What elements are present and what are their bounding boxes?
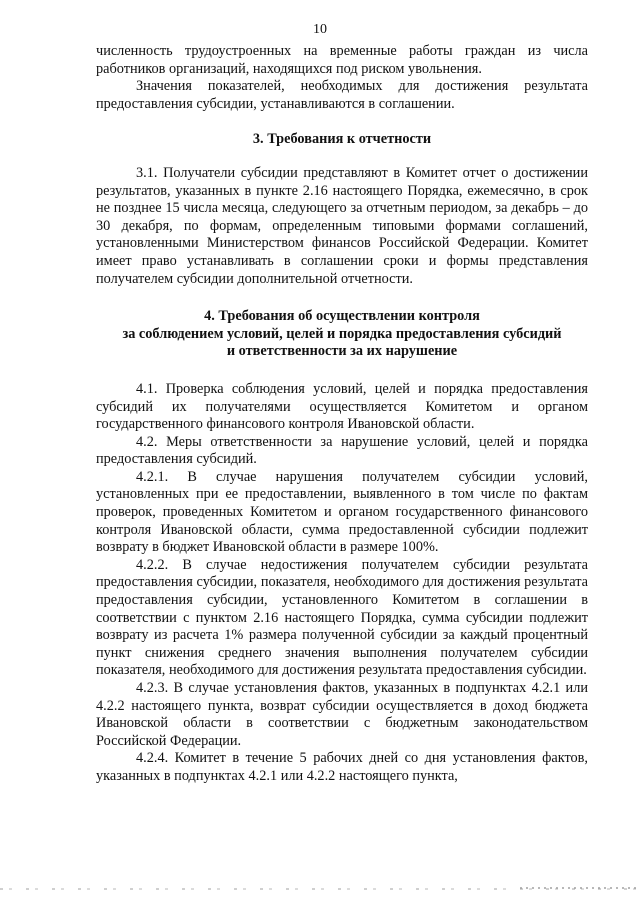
- paragraph-4-1: 4.1. Проверка соблюдения условий, целей и порядка предоставления субсидий их получателями осуществляется Комитетом и органом государственного финансового контроля Ивановской области.: [96, 380, 588, 433]
- section-4-heading-line-3: и ответственности за их нарушение: [226, 343, 458, 360]
- paragraph-4-2-4: 4.2.4. Комитет в течение 5 рабочих дней со дня установления фактов, указанных в подпунктах 4.2.1 или 4.2.2 настоящего пункта,: [96, 750, 588, 784]
- paragraph-4-2-2: 4.2.2. В случае недостижения получателем субсидии результата предоставления субсидии, показателя, необходимого для достижения результата предоставления субсидии, установленного Комитетом в соглашении в соответствии с пунктом 2.16 настоящего Порядка, сумма субсидии подлежит возврату из расчета 1% размера полученной субсидии за каждый процентный пункт снижения среднего значения выполнения получателем субсидии показателя, необходимого для достижения результата предоставления субсидии.: [96, 556, 588, 679]
- section-4-heading: [96, 308, 588, 361]
- intro-paragraph-2: Значения показателей, необходимых для достижения результата предоставления субсидии, устанавливаются в соглашении.: [96, 78, 588, 112]
- document-body: [96, 43, 588, 786]
- page-number: 10: [313, 22, 327, 37]
- section-3-heading: 3. Требования к отчетности: [252, 131, 432, 148]
- scan-artifact-line-right: [520, 887, 640, 889]
- paragraph-4-2-3: 4.2.3. В случае установления фактов, указанных в подпунктах 4.2.1 или 4.2.2 настоящего пункта, возврат субсидии осуществляется в доход бюджета Ивановской области в соответствии с бюджетным законодательством Российской Федерации.: [96, 680, 588, 749]
- paragraph-4-2: 4.2. Меры ответственности за нарушение условий, целей и порядка предоставления субсидий.: [96, 433, 588, 468]
- paragraph-3-1: 3.1. Получатели субсидии представляют в Комитет отчет о достижении результатов, указанных в пункте 2.16 настоящего Порядка, ежемесячно, в срок не позднее 15 числа месяца, следующего за отчетным периодом, за декабрь – до 30 декабря, по формам, определенным типовыми формами соглашений, установленными Министерством финансов Российской Федерации. Комитет имеет право устанавливать в соглашении сроки и формы представления получателем субсидии дополнительной отчетности.: [96, 164, 588, 287]
- section-4-heading-line-1: 4. Требования об осуществлении контроля: [204, 308, 480, 325]
- paragraph-4-2-1: 4.2.1. В случае нарушения получателем субсидии условий, установленных при ее предоставлении, выявленного в том числе по фактам проверок, проведенных Комитетом и органом государственного финансового контроля Ивановской области, сумма предоставленной субсидии подлежит возврату в бюджет Ивановской области в размере 100%.: [96, 468, 588, 556]
- intro-paragraph-1: численность трудоустроенных на временные работы граждан из числа работников организаций, находящихся под риском увольнения.: [96, 43, 588, 77]
- section-4-heading-line-2: за соблюдением условий, целей и порядка предоставления субсидий: [122, 325, 562, 342]
